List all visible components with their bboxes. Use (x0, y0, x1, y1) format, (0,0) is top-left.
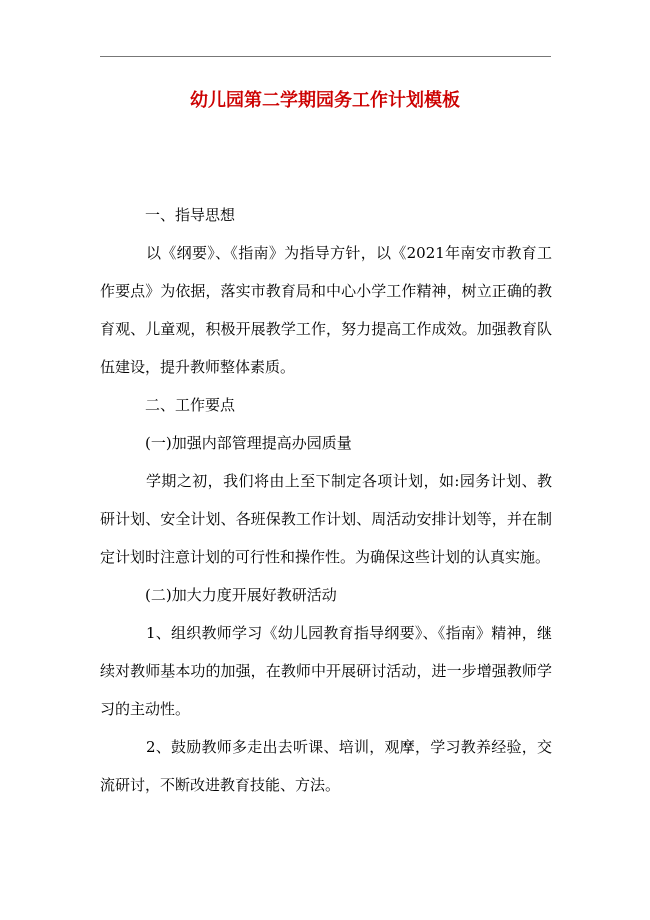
paragraph-internal-management: 学期之初，我们将由上至下制定各项计划，如:园务计划、教研计划、安全计划、各班保教工作计划、周活动安排计划等，并在制定计划时注意计划的可行性和操作性。为确保这些计划的认真实施。 (100, 472, 552, 566)
section-heading-guiding: 一、指导思想 (145, 206, 236, 224)
paragraph-item-2: 2、鼓励教师多走出去听课、培训，观摩，学习教养经验，交流研讨，不断改进教育技能、方法。 (100, 738, 552, 794)
document-body (100, 196, 552, 804)
section-heading-work-points: 二、工作要点 (145, 396, 236, 414)
subsection-heading-teaching-research: (二)加大力度开展好教研活动 (145, 586, 337, 604)
paragraph-guiding: 以《纲要》、《指南》为指导方针，以《2021年南安市教育工作要点》为依据，落实市教育局和中心小学工作精神，树立正确的教育观、儿童观，积极开展教学工作，努力提高工作成效。加强教育队伍建设，提升教师整体素质。 (100, 244, 552, 376)
header-rule (100, 56, 551, 57)
paragraph-item-1: 1、组织教师学习《幼儿园教育指导纲要》、《指南》精神，继续对教师基本功的加强，在教师中开展研讨活动，进一步增强教师学习的主动性。 (100, 624, 552, 718)
document-title: 幼儿园第二学期园务工作计划模板 (190, 90, 460, 111)
subsection-heading-internal-management: (一)加强内部管理提高办园质量 (145, 434, 352, 452)
